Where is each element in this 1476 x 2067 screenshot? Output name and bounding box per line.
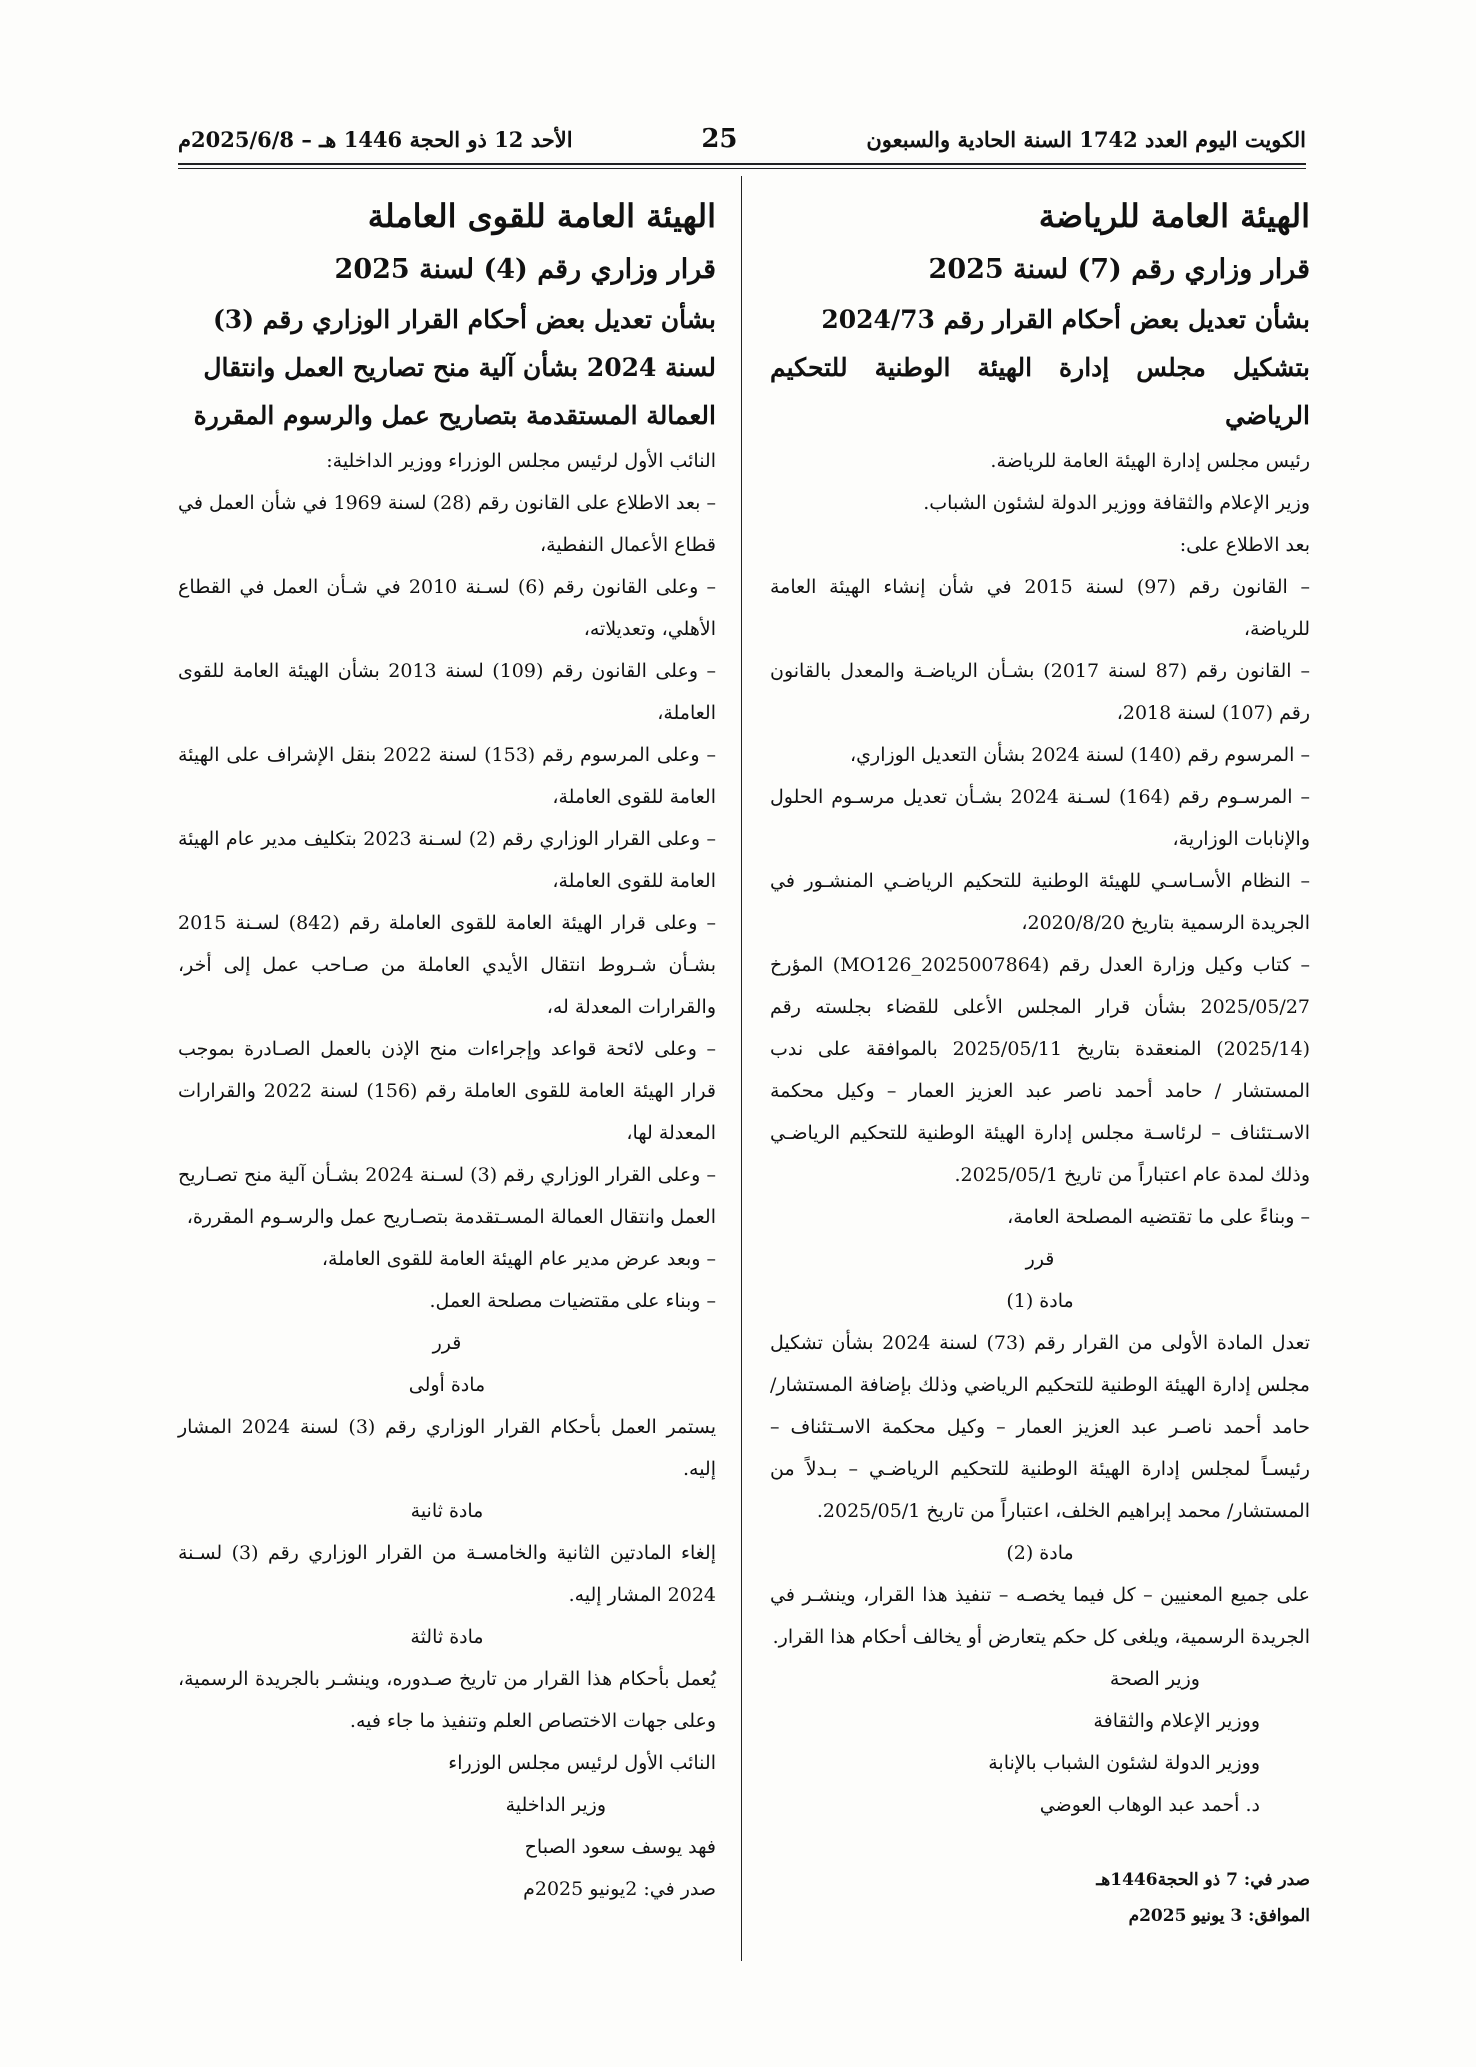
left-line: – وبناء على مقتضيات مصلحة العمل. <box>429 1290 716 1312</box>
left-title: الهيئة العامة للقوى العاملة <box>367 197 716 235</box>
column-divider <box>741 176 742 1961</box>
left-decree: قرار وزاري رقم (4) لسنة 2025 <box>334 254 716 285</box>
left-signature-1: النائب الأول لرئيس مجلس الوزراء <box>448 1752 716 1774</box>
left-decided: قرر <box>432 1332 462 1354</box>
left-article-3-title: مادة ثالثة <box>410 1626 484 1648</box>
right-article-1-title: مادة (1) <box>1006 1290 1074 1312</box>
header-date: الأحد 12 ذو الحجة 1446 هـ – 2025/6/8م <box>178 126 573 152</box>
right-line: رئيس مجلس إدارة الهيئة العامة للرياضة. <box>990 450 1310 472</box>
right-decree: قرار وزاري رقم (7) لسنة 2025 <box>928 254 1310 285</box>
right-footnote <box>1010 1862 1310 1934</box>
left-signature-2: وزير الداخلية <box>505 1794 606 1816</box>
left-article-2-text: إلغاء المادتين الثانية والخامسـة من القرار الوزاري رقم (3) لسـنة 2024 المشار إليه. <box>178 1542 716 1606</box>
left-line: – وعلى لائحة قواعد وإجراءات منح الإذن بالعمل الصـادرة بموجب قرار الهيئة العامة للقوى العاملة رقم (156) لسنة 2022 والقرارات المعدلة لها، <box>178 1038 717 1144</box>
left-line: – وبعد عرض مدير عام الهيئة العامة للقوى العاملة، <box>321 1248 716 1270</box>
right-article-2-text: على جميع المعنيين – كل فيما يخصـه – تنفيذ هذا القرار، وينشـر في الجريدة الرسمية، ويلغى كل حكم يتعارض أو يخالف أحكام هذا القرار. <box>770 1584 1310 1648</box>
left-article-2-title: مادة ثانية <box>410 1500 484 1522</box>
left-column <box>178 188 716 1910</box>
left-line: – وعلى المرسوم رقم (153) لسنة 2022 بنقل الإشراف على الهيئة العامة للقوى العاملة، <box>178 744 717 808</box>
right-line: – المرسـوم رقم (164) لسـنة 2024 بشـأن تعديل مرسـوم الحلول والإنابات الوزارية، <box>770 786 1310 850</box>
header-issue: الكويت اليوم العدد 1742 السنة الحادية والسبعون <box>866 126 1306 152</box>
left-signature-3: فهد يوسف سعود الصباح <box>524 1836 716 1858</box>
left-subject-1: بشأن تعديل بعض أحكام القرار الوزاري رقم (3) <box>212 305 716 334</box>
header-rule-thin <box>178 168 1306 169</box>
left-article-1-title: مادة أولى <box>408 1374 486 1396</box>
right-column <box>770 188 1310 1826</box>
page-number: 25 <box>701 124 738 154</box>
right-line: – كتاب وكيل وزارة العدل رقم (MO126_2025007864) المؤرخ 2025/05/27 بشأن قرار المجلس الأعلى للقضاء بجلسته رقم (2025/14) المنعقدة بتاريخ 2025/05/11 بالموافقة على ندب المستشار / حامد أحمد ناصر عبد العزيز العمار – وكيل محكمة الاسـتئناف – لرئاسـة مجلس إدارة الهيئة الوطنية للتحكيم الرياضـي وذلك لمدة عام اعتباراً من تاريخ 2025/05/1. <box>770 954 1311 1186</box>
right-line: – القانون رقم (97) لسنة 2015 في شأن إنشاء الهيئة العامة للرياضة، <box>770 576 1310 640</box>
right-corresponding-date: الموافق: 3 يونيو 2025م <box>1128 1906 1310 1926</box>
right-issued-date: صدر في: 7 ذو الحجة1446هـ <box>1096 1870 1310 1890</box>
left-line: النائب الأول لرئيس مجلس الوزراء ووزير الداخلية: <box>326 450 716 472</box>
left-article-3-text: يُعمل بأحكام هذا القرار من تاريخ صـدوره، وينشـر بالجريدة الرسمية، وعلى جهات الاختصاص العلم وتنفيذ ما جاء فيه. <box>178 1668 716 1732</box>
left-subject-2: لسنة 2024 بشأن آلية منح تصاريح العمل وانتقال <box>203 353 716 382</box>
right-line: – النظام الأسـاسـي للهيئة الوطنية للتحكيم الرياضـي المنشـور في الجريدة الرسمية بتاريخ 2020/8/20، <box>770 870 1310 934</box>
left-line: – وعلى القانون رقم (109) لسنة 2013 بشأن الهيئة العامة للقوى العاملة، <box>178 660 716 724</box>
right-line: – المرسوم رقم (140) لسنة 2024 بشأن التعديل الوزاري، <box>850 744 1310 766</box>
right-signature-1: وزير الصحة <box>1109 1668 1200 1690</box>
right-decided: قرر <box>1025 1248 1055 1270</box>
right-line: – وبناءً على ما تقتضيه المصلحة العامة، <box>1007 1206 1310 1228</box>
right-subject-2: بتشكيل مجلس إدارة الهيئة الوطنية للتحكيم الرياضي <box>770 353 1310 430</box>
right-title: الهيئة العامة للرياضة <box>1038 197 1310 235</box>
page-header <box>178 118 1306 160</box>
right-line: – القانون رقم (87 لسنة 2017) بشـأن الرياضـة والمعدل بالقانون رقم (107) لسنة 2018، <box>770 660 1310 724</box>
left-line: – بعد الاطلاع على القانون رقم (28) لسنة 1969 في شأن العمل في قطاع الأعمال النفطية، <box>178 492 716 556</box>
left-line: – وعلى القرار الوزاري رقم (3) لسـنة 2024 بشـأن آلية منح تصـاريح العمل وانتقال العمالة المسـتقدمة بتصـاريح عمل والرسـوم المقررة، <box>178 1164 717 1228</box>
header-rule-thick <box>178 163 1306 165</box>
left-line: – وعلى القرار الوزاري رقم (2) لسـنة 2023 بتكليف مدير عام الهيئة العامة للقوى العاملة، <box>178 828 717 892</box>
left-issued-date: صدر في: 2يونيو 2025م <box>523 1878 716 1900</box>
right-signature-2: ووزير الإعلام والثقافة <box>1093 1710 1260 1732</box>
left-line: – وعلى قرار الهيئة العامة للقوى العاملة رقم (842) لسـنة 2015 بشـأن شـروط انتقال الأيدي العاملة من صـاحب عمل إلى أخر، والقرارات المعدلة له، <box>178 912 717 1018</box>
right-line: وزير الإعلام والثقافة ووزير الدولة لشئون الشباب. <box>923 492 1310 514</box>
left-line: – وعلى القانون رقم (6) لسـنة 2010 في شـأن العمل في القطاع الأهلي، وتعديلاته، <box>178 576 717 640</box>
left-subject-3: العمالة المستقدمة بتصاريح عمل والرسوم المقررة <box>193 401 716 430</box>
right-article-1-text: تعدل المادة الأولى من القرار رقم (73) لسنة 2024 بشأن تشكيل مجلس إدارة الهيئة الوطنية للتحكيم الرياضي وذلك بإضافة المستشار/ حامد أحمد ناصـر عبد العزيز العمار – وكيل محكمة الاسـتئناف – رئيسـاً لمجلس إدارة الهيئة الوطنية للتحكيم الرياضـي – بـدلاً من المستشار/ محمد إبراهيم الخلف، اعتباراً من تاريخ 2025/05/1. <box>770 1332 1311 1522</box>
right-signature-4: د. أحمد عبد الوهاب العوضي <box>1039 1794 1260 1816</box>
right-line: بعد الاطلاع على: <box>1179 534 1310 556</box>
right-signature-3: ووزير الدولة لشئون الشباب بالإنابة <box>988 1752 1260 1774</box>
right-subject-1: بشأن تعديل بعض أحكام القرار رقم 2024/73 <box>821 305 1310 334</box>
left-article-1-text: يستمر العمل بأحكام القرار الوزاري رقم (3) لسنة 2024 المشار إليه. <box>178 1416 716 1480</box>
right-article-2-title: مادة (2) <box>1006 1542 1074 1564</box>
